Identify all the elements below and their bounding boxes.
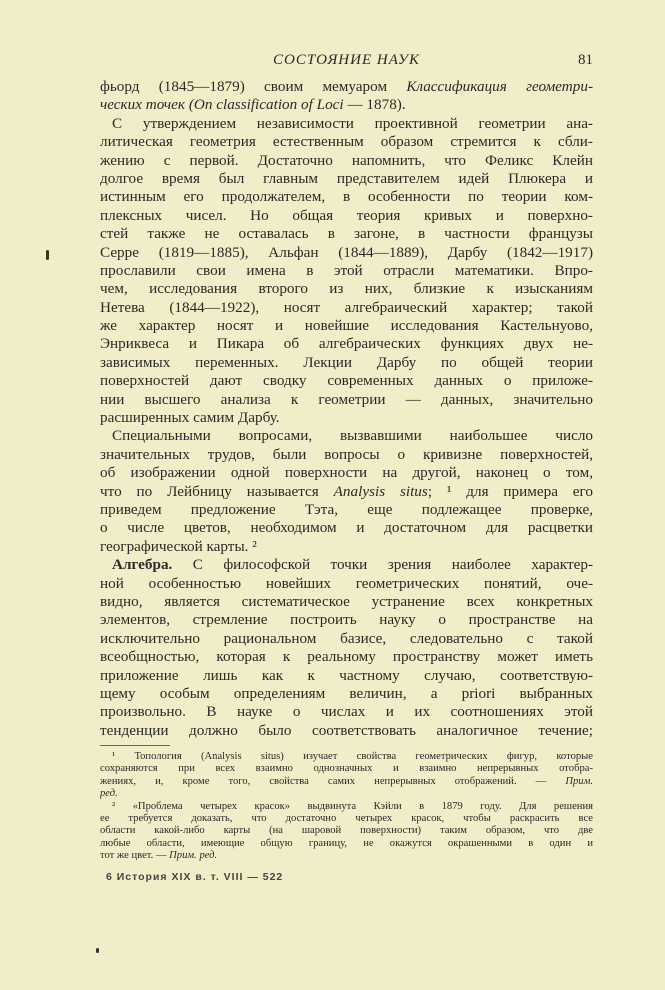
footnote-line	[100, 763, 593, 775]
text-run: Серре (1819—1885), Альфан (1844—1889), Дарбу (1842—1917)	[100, 243, 593, 261]
text-line	[100, 244, 593, 262]
text-run: же характер носят и новейшие исследования Кастельнуово,	[100, 317, 593, 335]
scan-speck	[46, 250, 49, 260]
text-line	[100, 152, 593, 170]
text-run: значительных трудов, были вопросы о кривизне поверхностей,	[100, 445, 593, 463]
text-run: стей также не оставалась в загоне, в частности французы	[100, 225, 593, 243]
footnote-line	[100, 838, 593, 850]
text-run: истинным его продолжателем, в особенности по теории ком-	[100, 188, 593, 206]
footnote-line	[100, 825, 593, 837]
text-line	[100, 78, 593, 96]
text-line	[100, 593, 593, 611]
footnote-line	[100, 850, 593, 862]
text-line	[100, 667, 593, 685]
text-run: прославили свои имена в этой отрасли математики. Впро-	[100, 261, 593, 279]
text-line	[100, 170, 593, 188]
text-run: ² «Проблема четырех красок» выдвинута Кэйли в 1879 году. Для решения	[112, 800, 593, 812]
text-run: области какой-либо карты (на шаровой поверхности) таким образом, что две	[100, 825, 593, 837]
text-line	[100, 133, 593, 151]
text-run: С философской точки зрения наиболее характер-	[172, 556, 593, 574]
text-run: С утверждением независимости проективной геометрии ана-	[112, 114, 593, 132]
text-line	[100, 483, 593, 501]
text-run: Нетева (1844—1922), носят алгебраический характер; такой	[100, 298, 593, 316]
text-line	[100, 188, 593, 206]
text-run: плексных чисел. Но общая теория кривых и поверхно-	[100, 206, 593, 224]
text-run: видно, является систематическое устранение всех конкретных	[100, 592, 593, 610]
text-line	[100, 391, 593, 409]
text-run: элементов, стремление построить науку о пространстве на	[100, 611, 593, 629]
text-line	[100, 446, 593, 464]
text-line	[100, 262, 593, 280]
text-line	[100, 630, 593, 648]
text-line	[100, 501, 593, 519]
text-line	[100, 280, 593, 298]
text-run: исключительно рациональном базисе, следовательно с такой	[100, 629, 593, 647]
text-run: приведем предложение Тэта, еще подлежащее проверке,	[100, 500, 593, 518]
text-run: Энриквеса и Пикара об алгебраических функциях двух не-	[100, 335, 593, 353]
text-line	[100, 207, 593, 225]
text-line	[100, 519, 593, 537]
footnote-line	[100, 801, 593, 813]
text-run: литическая геометрия естественным образом стремится к сбли-	[100, 133, 593, 151]
text-line	[100, 225, 593, 243]
text-run: сохраняются при всех взаимно однозначных и взаимно непрерывных отобра-	[100, 763, 593, 775]
text-line	[100, 722, 593, 740]
text-run: поверхностей дают сводку современных данных о приложе-	[100, 372, 593, 390]
text-line	[100, 556, 593, 574]
text-run: Алгебра.	[112, 556, 173, 574]
text-run: зависимых переменных. Лекции Дарбу по общей теории	[100, 353, 593, 371]
main-text	[100, 78, 593, 740]
text-line	[100, 299, 593, 317]
text-line	[100, 611, 593, 629]
footnote-line	[100, 776, 593, 788]
text-run: расширенных самим Дарбу.	[100, 409, 280, 427]
running-header	[100, 52, 593, 72]
text-run: ред.	[100, 788, 118, 800]
text-line	[100, 354, 593, 372]
text-line	[100, 685, 593, 703]
footnote-divider	[100, 745, 170, 746]
text-line	[100, 115, 593, 133]
text-line	[100, 464, 593, 482]
text-line	[100, 96, 593, 114]
text-run: долгое время был главным представителем идей Плюкера и	[100, 169, 593, 187]
text-run: Прим. ред.	[169, 850, 218, 862]
text-run: о числе цветов, необходимом и достаточном для расцветки	[100, 519, 593, 537]
text-line	[100, 538, 593, 556]
footnotes	[100, 751, 593, 863]
text-run: географической карты. ²	[100, 537, 257, 555]
text-line	[100, 427, 593, 445]
text-run: ной особенностью новейших геометрических понятий, оче-	[100, 574, 593, 592]
text-run: Специальными вопросами, вызвавшими наибольшее число	[112, 427, 593, 445]
text-run: жениях, и, кроме того, свойства самих непрерывных отображений. —	[100, 775, 566, 787]
text-run: ческих точек (On classification of Loci	[100, 96, 344, 114]
text-run: жению с первой. Достаточно напомнить, что Феликс Клейн	[100, 151, 593, 169]
text-line	[100, 703, 593, 721]
text-run: — 1878).	[343, 96, 406, 114]
text-line	[100, 317, 593, 335]
text-run: щему особым определениям величин, a priori выбранных	[100, 684, 593, 702]
text-run: тот же цвет. —	[100, 850, 170, 862]
footnote-line	[100, 788, 593, 800]
text-line	[100, 409, 593, 427]
text-run: Классификация геометри-	[406, 78, 593, 95]
text-run: ¹ Топология (Analysis situs) изучает свойства геометрических фигур, которые	[112, 751, 593, 762]
text-run: тенденции должно было соответствовать аналогичное течение;	[100, 721, 593, 739]
footnote-line	[100, 813, 593, 825]
text-run: что по Лейбницу называется	[100, 482, 334, 500]
text-line	[100, 648, 593, 666]
text-run: всеобщностью, которая к реальному пространству может иметь	[100, 648, 593, 666]
text-run: нии высшего анализа к геометрии — данных, значительно	[100, 390, 593, 408]
text-run: ее требуется доказать, что достаточно четырех красок, чтобы раскрасить все	[100, 812, 593, 824]
text-run: чем, исследования второго из них, близкие к изысканиям	[100, 280, 593, 298]
text-run: фьорд (1845—1879) своим мемуаром	[100, 78, 407, 95]
text-run: Analysis situs	[333, 482, 428, 500]
text-run: любые области, имеющие общую границу, не окажутся окрашенными в один и	[100, 837, 593, 849]
printer-signature: 6 История XIX в. т. VIII — 522	[106, 871, 284, 883]
text-run: приложение лишь как к частному случаю, соответствую-	[100, 666, 593, 684]
text-line	[100, 335, 593, 353]
page-number: 81	[578, 52, 593, 68]
text-run: ; ¹ для примера его	[427, 482, 593, 500]
scan-speck	[96, 948, 99, 953]
text-run: произвольно. В науке о числах и их соотношениях этой	[100, 703, 593, 721]
text-run: об изображении одной поверхности на другой, наконец о том,	[100, 464, 593, 482]
footnote-line	[100, 751, 593, 763]
text-run: Прим.	[565, 775, 593, 787]
text-line	[100, 575, 593, 593]
running-title: СОСТОЯНИЕ НАУК	[273, 52, 420, 68]
text-line	[100, 372, 593, 390]
